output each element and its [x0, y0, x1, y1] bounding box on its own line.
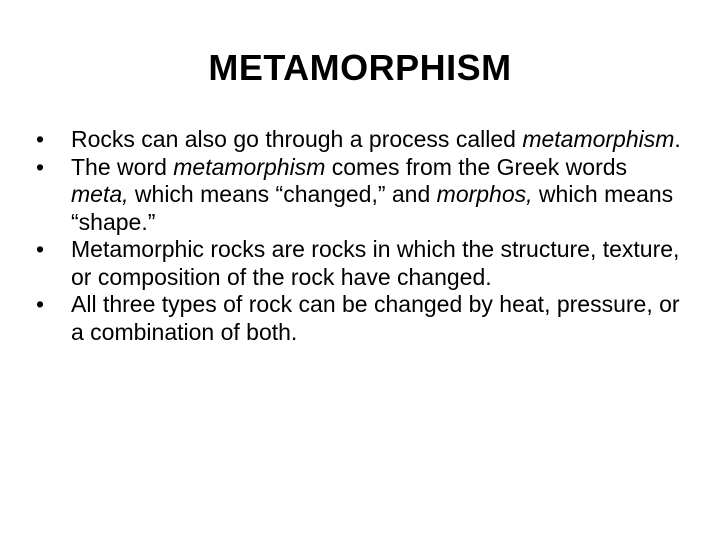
bullet-dot-icon: • — [36, 291, 45, 317]
slide-title: METAMORPHISM — [208, 47, 512, 88]
bullet-item — [36, 154, 686, 237]
bullet-item — [36, 291, 686, 346]
bullet-list — [36, 126, 686, 346]
italic-term: meta, — [71, 181, 129, 207]
bullet-text: comes from the Greek words — [325, 153, 628, 180]
italic-term: morphos, — [436, 181, 533, 207]
bullet-dot-icon: • — [36, 153, 45, 180]
bullet-text: All three types of rock can be changed by heat, pressure, or a combination of both. — [71, 291, 680, 345]
bullet-text: The word — [71, 153, 174, 180]
bullet-text: Metamorphic rocks are rocks in which the structure, texture, or composition of the rock have changed. — [71, 236, 680, 290]
bullet-text: which means “shape.” — [71, 181, 674, 235]
italic-term: metamorphism — [522, 126, 675, 152]
italic-term: metamorphism — [173, 153, 326, 180]
bullet-text: which means “changed,” and — [128, 181, 437, 207]
bullet-dot-icon: • — [36, 126, 45, 152]
bullet-item — [36, 236, 686, 291]
bullet-text: . — [674, 126, 681, 152]
bullet-item — [36, 126, 686, 154]
bullet-dot-icon: • — [36, 236, 45, 262]
bullet-text: Rocks can also go through a process called — [71, 126, 523, 152]
